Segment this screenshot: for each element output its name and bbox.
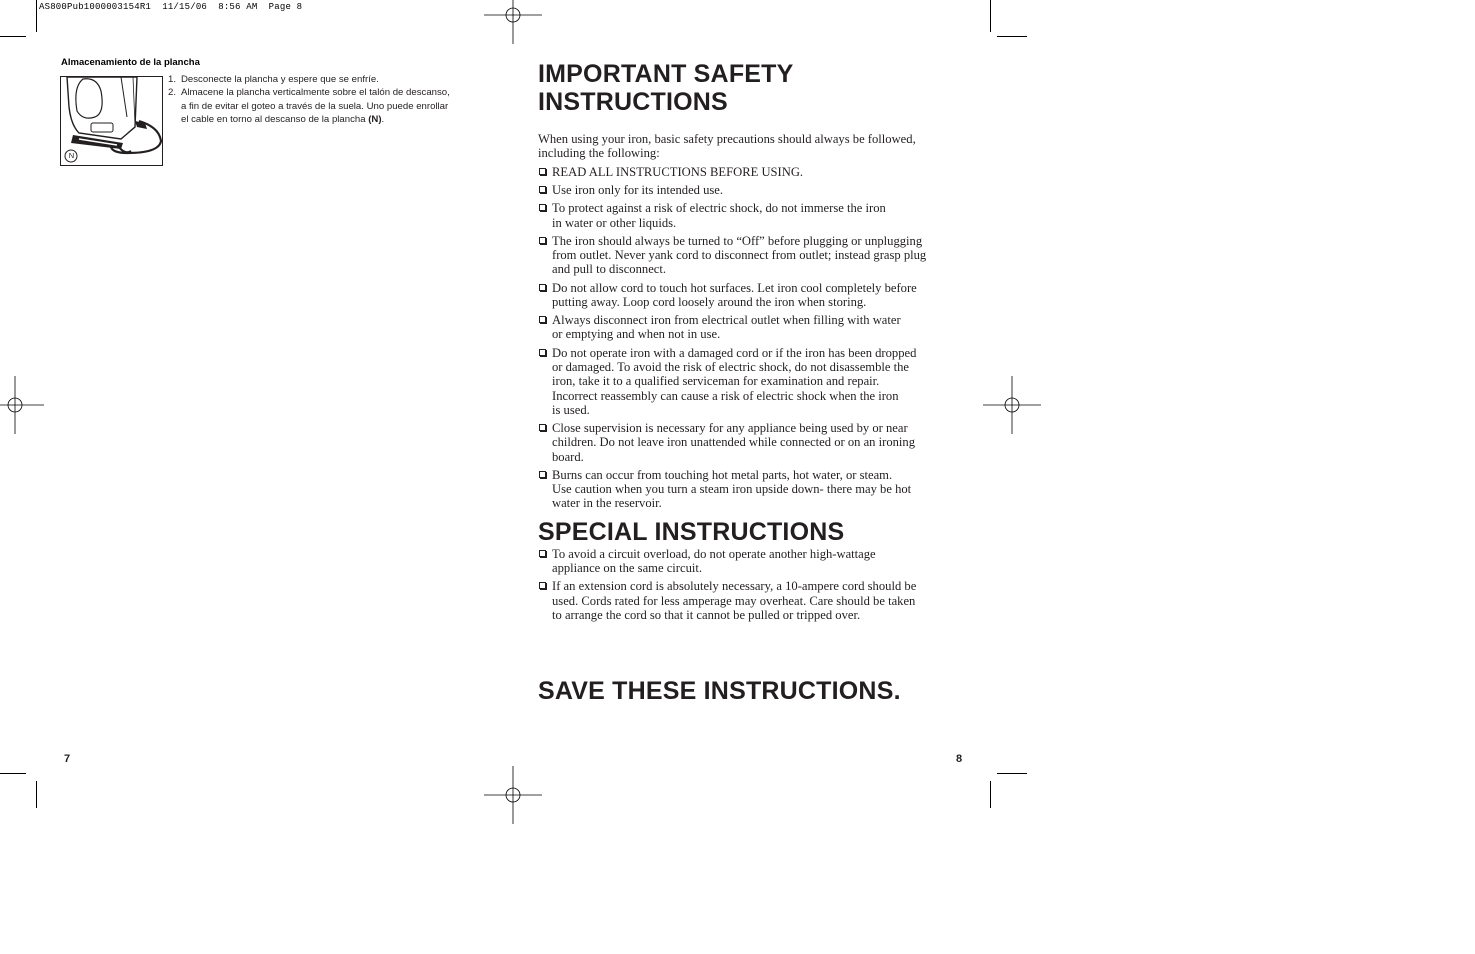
list-item — [168, 73, 498, 86]
crop-mark — [997, 773, 1027, 774]
list-item-line: to arrange the cord so that it cannot be pulled or tripped over. — [552, 608, 861, 623]
crop-mark — [36, 781, 37, 808]
list-item-line: Use caution when you turn a steam iron upside down- there may be hot — [552, 482, 912, 497]
list-item-line: Incorrect reassembly can cause a risk of electric shock when the iron — [552, 388, 899, 403]
list-item — [538, 421, 978, 464]
page-title — [538, 60, 958, 116]
step-line: el cable en torno al descanso de la plancha — [181, 114, 366, 126]
crop-mark — [997, 36, 1027, 37]
storage-steps — [168, 73, 498, 127]
step-number: 1. — [168, 74, 177, 85]
checkbox-bullet-icon — [539, 582, 546, 589]
list-item-line: The iron should always be turned to “Off” before plugging or unplugging — [552, 233, 923, 248]
list-item — [538, 281, 978, 310]
list-item-line: putting away. Loop cord loosely around the iron when storing. — [552, 294, 867, 309]
checkbox-bullet-icon — [539, 204, 546, 211]
list-item-line: iron, take it to a qualified serviceman for examination and repair. — [552, 374, 880, 389]
list-item-line: READ ALL INSTRUCTIONS BEFORE USING. — [552, 165, 804, 179]
checkbox-bullet-icon — [539, 349, 546, 356]
list-item-line: Do not allow cord to touch hot surfaces. Let iron cool completely before — [552, 280, 917, 295]
checkbox-bullet-icon — [539, 316, 546, 323]
step-bold-tail: (N) — [368, 114, 382, 126]
list-item — [538, 201, 978, 230]
list-item-line: Always disconnect iron from electrical outlet when filling with water — [552, 313, 901, 328]
list-item-line: To avoid a circuit overload, do not operate another high-wattage — [552, 547, 876, 561]
iron-storage-figure — [60, 76, 163, 166]
checkbox-bullet-icon — [539, 186, 546, 193]
crop-mark — [990, 781, 991, 808]
list-item — [538, 313, 978, 342]
crop-mark — [36, 0, 37, 32]
list-item-line: Burns can occur from touching hot metal parts, hot water, or steam. — [552, 467, 893, 482]
list-item-line: and pull to disconnect. — [552, 262, 667, 277]
checkbox-bullet-icon — [539, 550, 546, 557]
intro-line: including the following: — [538, 146, 660, 161]
special-list — [538, 547, 978, 626]
step-line: a fin de evitar el goteo a través de la suela. Uno puede enrollar — [181, 100, 449, 112]
registration-mark-icon — [484, 0, 542, 44]
list-item-line: or emptying and when not in use. — [552, 327, 721, 342]
list-item — [538, 468, 978, 511]
list-item-line: water in the reservoir. — [552, 496, 662, 511]
registration-mark-icon — [484, 766, 542, 824]
closing-heading: SAVE THESE INSTRUCTIONS. — [538, 677, 901, 705]
intro-paragraph — [538, 132, 978, 161]
step-tail-end: . — [381, 114, 385, 126]
list-item-line: children. Do not leave iron unattended while connected or on an ironing — [552, 435, 916, 450]
iron-illustration-icon — [61, 77, 163, 166]
checkbox-bullet-icon — [539, 471, 546, 478]
page-number-left: 7 — [64, 753, 71, 765]
list-item — [538, 165, 978, 179]
safety-list — [538, 165, 978, 515]
list-item-line: Use iron only for its intended use. — [552, 183, 724, 198]
crop-mark — [0, 36, 26, 37]
list-item-line: used. Cords rated for less amperage may overheat. Care should be taken — [552, 593, 916, 608]
step-line: Desconecte la plancha y espere que se enfríe. — [181, 74, 379, 85]
list-item — [538, 234, 978, 277]
list-item-line: from outlet. Never yank cord to disconnect from outlet; instead grasp plug — [552, 248, 927, 263]
list-item — [538, 346, 978, 417]
list-item-line: If an extension cord is absolutely necessary, a 10-ampere cord should be — [552, 579, 917, 594]
step-line: Almacene la plancha verticalmente sobre el talón de descanso, — [181, 87, 450, 99]
crop-mark — [990, 0, 991, 32]
title-line: INSTRUCTIONS — [538, 88, 728, 116]
printer-slug: AS800Pub1000003154R1 11/15/06 8:56 AM Page 8 — [39, 2, 303, 12]
list-item-line: Do not operate iron with a damaged cord or if the iron has been dropped — [552, 345, 917, 360]
intro-line: When using your iron, basic safety precautions should always be followed, — [538, 132, 916, 146]
checkbox-bullet-icon — [539, 168, 546, 175]
crop-mark — [0, 773, 26, 774]
list-item — [168, 86, 498, 126]
list-item-line: Close supervision is necessary for any appliance being used by or near — [552, 420, 908, 435]
figure-label: N — [68, 151, 75, 160]
list-item-line: board. — [552, 449, 584, 464]
list-item — [538, 579, 978, 622]
title-line: IMPORTANT SAFETY — [538, 60, 794, 88]
checkbox-bullet-icon — [539, 424, 546, 431]
list-item-line: To protect against a risk of electric shock, do not immerse the iron — [552, 201, 886, 216]
page-number-right: 8 — [956, 753, 963, 765]
list-item-line: is used. — [552, 402, 590, 417]
step-number: 2. — [168, 87, 177, 99]
list-item-line: in water or other liquids. — [552, 215, 677, 230]
list-item-line: or damaged. To avoid the risk of electric shock, do not disassemble the — [552, 359, 910, 374]
checkbox-bullet-icon — [539, 237, 546, 244]
registration-mark-icon — [983, 376, 1041, 434]
list-item — [538, 183, 978, 197]
section-title: Almacenamiento de la plancha — [61, 57, 200, 68]
registration-mark-icon — [0, 376, 44, 434]
list-item — [538, 547, 978, 576]
list-item-line: appliance on the same circuit. — [552, 561, 703, 576]
special-instructions-heading: SPECIAL INSTRUCTIONS — [538, 518, 845, 546]
checkbox-bullet-icon — [539, 284, 546, 291]
